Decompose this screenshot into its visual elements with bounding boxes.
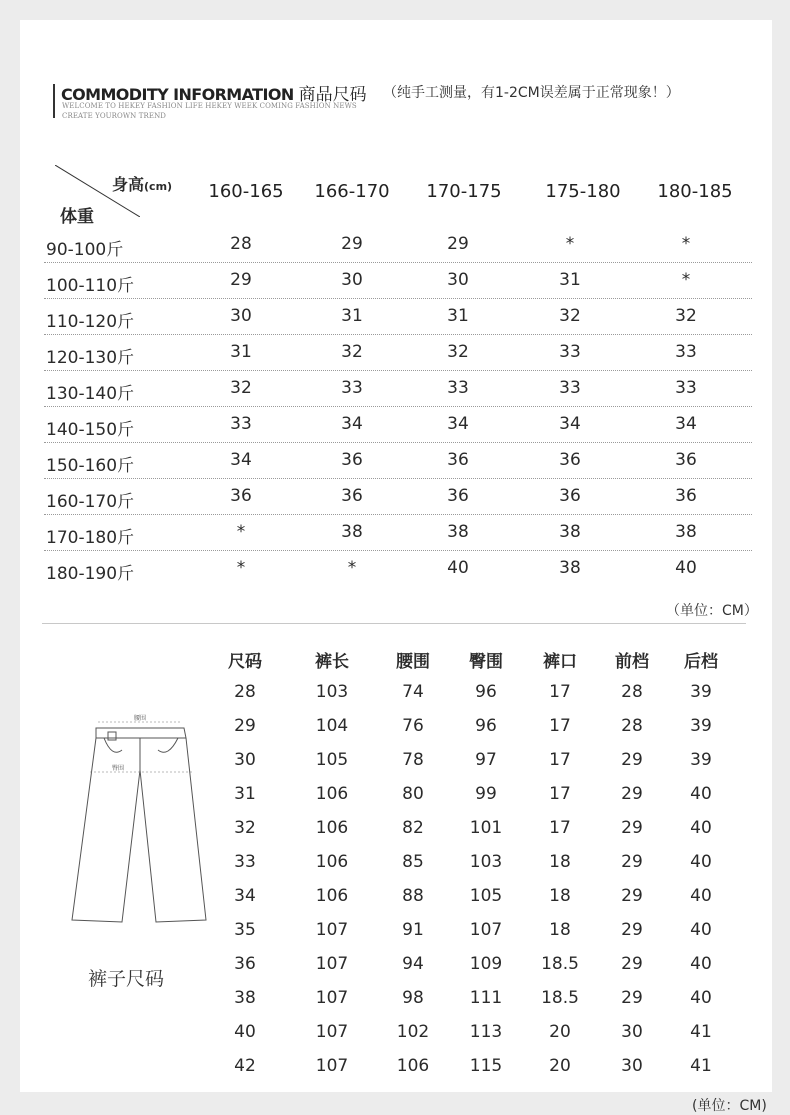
size-cell: * (347, 558, 357, 578)
measurement-value: 106 (315, 886, 349, 906)
measurement-value: 17 (549, 716, 571, 736)
measurement-value: 17 (549, 682, 571, 702)
table-row (44, 299, 752, 335)
measurement-value: 113 (469, 1022, 503, 1042)
weight-range: 130-140斤 (46, 384, 135, 404)
measurement-value: 107 (469, 920, 503, 940)
measurement-value: 18 (549, 886, 571, 906)
header-subtitle-line: WELCOME TO HEKEY FASHION LIFE HEKEY WEEK COMING FASHION NEWS (62, 102, 357, 110)
size-cell: 33 (675, 342, 697, 362)
size-cell: 31 (341, 306, 363, 326)
measurement-value: 30 (621, 1022, 643, 1042)
table-row (44, 443, 752, 479)
measurement-value: 104 (315, 716, 349, 736)
size-cell: * (236, 522, 246, 542)
size-cell: 33 (559, 342, 581, 362)
measurement-value: 29 (621, 954, 643, 974)
measurement-value: 111 (469, 988, 503, 1008)
measurement-value: 39 (690, 682, 712, 702)
measurement-value: 107 (315, 920, 349, 940)
header-subtitle-line: CREATE YOUROWN TREND (62, 112, 167, 120)
measurement-value: 29 (621, 920, 643, 940)
measurement-value: 40 (690, 886, 712, 906)
measurement-value: 18 (549, 920, 571, 940)
measurement-value: 17 (549, 818, 571, 838)
size-column-header: 后档 (684, 652, 718, 672)
size-column-header: 腰围 (396, 652, 430, 672)
measurement-value: 18.5 (541, 954, 579, 974)
measurement-value: 107 (315, 1022, 349, 1042)
size-value: 29 (234, 716, 256, 736)
measurement-value: 107 (315, 1056, 349, 1076)
size-cell: 29 (230, 270, 252, 290)
unit-note-bottom: (单位：CM) (692, 1098, 767, 1114)
size-cell: 40 (675, 558, 697, 578)
measurement-value: 40 (690, 852, 712, 872)
size-value: 42 (234, 1056, 256, 1076)
size-cell: 38 (559, 558, 581, 578)
header-title-cn: 商品尺码 (298, 85, 367, 105)
weight-range: 140-150斤 (46, 420, 135, 440)
measurement-value: 99 (475, 784, 497, 804)
size-column-header: 臀围 (469, 652, 503, 672)
weight-range: 100-110斤 (46, 276, 135, 296)
size-cell: 36 (559, 486, 581, 506)
size-cell: 36 (341, 486, 363, 506)
size-cell: 32 (447, 342, 469, 362)
size-cell: 34 (230, 450, 252, 470)
size-cell: 36 (559, 450, 581, 470)
measurement-value: 109 (469, 954, 503, 974)
measurement-value: 85 (402, 852, 424, 872)
hip-tag: 臀围 (111, 765, 125, 772)
measurement-value: 28 (621, 682, 643, 702)
size-cell: 29 (341, 234, 363, 254)
measurement-value: 41 (690, 1022, 712, 1042)
measurement-value: 106 (315, 818, 349, 838)
measurement-value: 17 (549, 784, 571, 804)
measurement-value: 74 (402, 682, 424, 702)
measurement-value: 103 (469, 852, 503, 872)
measurement-value: 29 (621, 750, 643, 770)
size-value: 30 (234, 750, 256, 770)
size-cell: 34 (559, 414, 581, 434)
measurement-value: 30 (621, 1056, 643, 1076)
measurement-value: 96 (475, 682, 497, 702)
height-unit: (cm) (144, 180, 173, 193)
size-cell: * (565, 234, 575, 254)
header-note: （纯手工测量，有1-2CM误差属于正常现象！） (383, 85, 680, 101)
size-cell: 34 (675, 414, 697, 434)
measurement-value: 40 (690, 818, 712, 838)
header-accent-bar (53, 84, 55, 118)
size-cell: 33 (341, 378, 363, 398)
measurement-value: 105 (315, 750, 349, 770)
measurement-value: 28 (621, 716, 643, 736)
measurement-value: 29 (621, 988, 643, 1008)
size-cell: 32 (559, 306, 581, 326)
size-cell: 36 (675, 486, 697, 506)
unit-note: （单位：CM） (666, 603, 758, 619)
weight-range: 170-180斤 (46, 528, 135, 548)
measurement-value: 106 (315, 852, 349, 872)
measurement-value: 29 (621, 852, 643, 872)
measurement-value: 103 (315, 682, 349, 702)
measurement-value: 29 (621, 818, 643, 838)
size-cell: 38 (341, 522, 363, 542)
size-column-header: 裤口 (543, 652, 577, 672)
measurement-value: 40 (690, 920, 712, 940)
measurement-value: 101 (469, 818, 503, 838)
size-value: 36 (234, 954, 256, 974)
size-cell: 36 (230, 486, 252, 506)
pants-outline-icon (60, 710, 220, 940)
size-value: 35 (234, 920, 256, 940)
size-cell: 30 (230, 306, 252, 326)
table-row (44, 407, 752, 443)
height-label-text: 身高 (112, 175, 145, 194)
size-cell: * (236, 558, 246, 578)
size-value: 33 (234, 852, 256, 872)
size-column-header: 裤长 (315, 652, 349, 672)
measurement-value: 41 (690, 1056, 712, 1076)
measurement-value: 96 (475, 716, 497, 736)
size-cell: 38 (447, 522, 469, 542)
table-row (44, 371, 752, 407)
pants-size-label: 裤子尺码 (88, 968, 165, 990)
size-cell: 36 (447, 450, 469, 470)
size-value: 28 (234, 682, 256, 702)
weight-range: 110-120斤 (46, 312, 135, 332)
section-divider (42, 623, 746, 624)
measurement-value: 91 (402, 920, 424, 940)
table-row (44, 515, 752, 551)
measurement-value: 105 (469, 886, 503, 906)
measurement-value: 107 (315, 988, 349, 1008)
weight-range: 90-100斤 (46, 240, 124, 260)
weight-range: 150-160斤 (46, 456, 135, 476)
measurement-value: 18.5 (541, 988, 579, 1008)
header-title-en: COMMODITY INFORMATION (61, 85, 294, 104)
measurement-value: 40 (690, 988, 712, 1008)
table-row (44, 263, 752, 299)
measurement-value: 20 (549, 1056, 571, 1076)
measurement-value: 82 (402, 818, 424, 838)
measurement-value: 29 (621, 784, 643, 804)
size-cell: 31 (559, 270, 581, 290)
size-cell: 32 (341, 342, 363, 362)
size-cell: 38 (675, 522, 697, 542)
size-cell: 36 (675, 450, 697, 470)
size-cell: 33 (230, 414, 252, 434)
measurement-value: 40 (690, 784, 712, 804)
size-value: 38 (234, 988, 256, 1008)
measurement-value: 94 (402, 954, 424, 974)
size-cell: 36 (341, 450, 363, 470)
height-label (112, 172, 172, 195)
size-cell: 36 (447, 486, 469, 506)
size-cell: 32 (675, 306, 697, 326)
size-cell: 33 (559, 378, 581, 398)
measurement-value: 76 (402, 716, 424, 736)
measurement-value: 97 (475, 750, 497, 770)
size-value: 31 (234, 784, 256, 804)
measurement-value: 115 (469, 1056, 503, 1076)
size-cell: * (681, 270, 691, 290)
height-range-header: 160-165 (208, 181, 284, 202)
weight-range: 160-170斤 (46, 492, 135, 512)
size-cell: 33 (675, 378, 697, 398)
table-row (44, 479, 752, 515)
size-value: 40 (234, 1022, 256, 1042)
waist-tag: 腰围 (133, 715, 147, 722)
size-cell: 38 (559, 522, 581, 542)
table-row (44, 551, 752, 587)
measurement-value: 88 (402, 886, 424, 906)
height-range-header: 180-185 (657, 181, 733, 202)
measurement-value: 20 (549, 1022, 571, 1042)
size-cell: 30 (447, 270, 469, 290)
measurement-value: 18 (549, 852, 571, 872)
size-column-header: 前档 (615, 652, 649, 672)
measurement-value: 17 (549, 750, 571, 770)
size-cell: * (681, 234, 691, 254)
size-cell: 31 (230, 342, 252, 362)
size-cell: 28 (230, 234, 252, 254)
measurement-value: 39 (690, 716, 712, 736)
measurement-value: 78 (402, 750, 424, 770)
measurement-value: 29 (621, 886, 643, 906)
size-cell: 34 (341, 414, 363, 434)
size-column-header: 尺码 (228, 652, 262, 672)
size-cell: 29 (447, 234, 469, 254)
weight-label: 体重 (60, 207, 94, 227)
measurement-value: 98 (402, 988, 424, 1008)
measurement-value: 106 (315, 784, 349, 804)
size-cell: 33 (447, 378, 469, 398)
height-range-header: 166-170 (314, 181, 390, 202)
height-range-header: 170-175 (426, 181, 502, 202)
measurement-value: 102 (396, 1022, 430, 1042)
table-row (44, 335, 752, 371)
measurement-value: 107 (315, 954, 349, 974)
size-cell: 34 (447, 414, 469, 434)
measurement-value: 40 (690, 954, 712, 974)
size-cell: 40 (447, 558, 469, 578)
measurement-value: 106 (396, 1056, 430, 1076)
size-cell: 31 (447, 306, 469, 326)
measurement-value: 80 (402, 784, 424, 804)
table-row (44, 227, 752, 263)
weight-range: 120-130斤 (46, 348, 135, 368)
measurement-value: 39 (690, 750, 712, 770)
size-cell: 32 (230, 378, 252, 398)
height-range-header: 175-180 (545, 181, 621, 202)
size-cell: 30 (341, 270, 363, 290)
weight-range: 180-190斤 (46, 564, 135, 584)
size-value: 32 (234, 818, 256, 838)
size-value: 34 (234, 886, 256, 906)
